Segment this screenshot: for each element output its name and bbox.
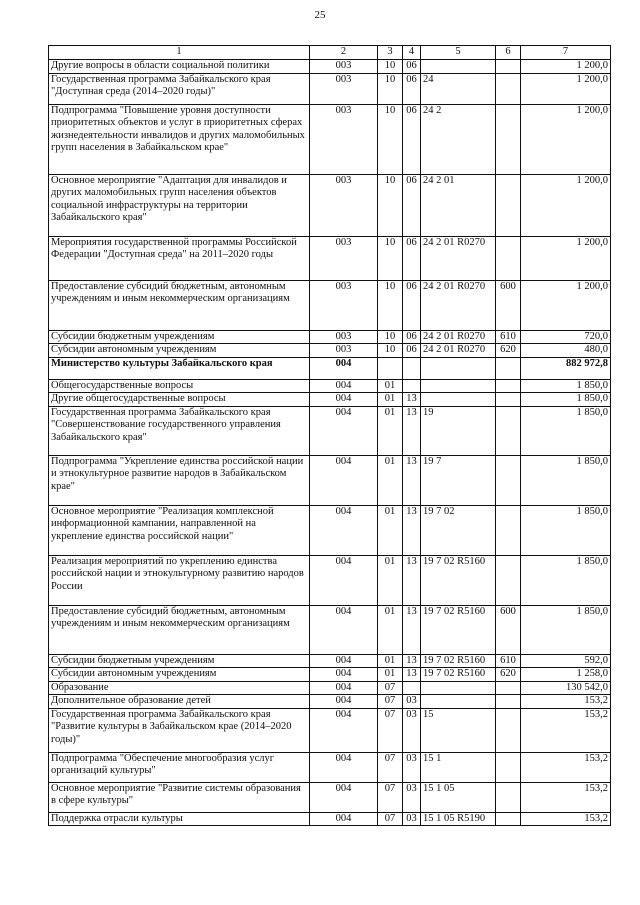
cell-subsection: 06 xyxy=(403,344,421,358)
header-col-3: 3 xyxy=(378,46,403,60)
cell-subsection: 06 xyxy=(403,73,421,104)
table-row xyxy=(49,782,611,812)
cell-section: 07 xyxy=(378,708,403,752)
cell-name: Министерство культуры Забайкальского края xyxy=(49,357,310,379)
cell-expense-type: 610 xyxy=(496,654,521,668)
cell-expense-type xyxy=(496,695,521,709)
cell-name: Субсидии бюджетным учреждениям xyxy=(49,330,310,344)
cell-target-article xyxy=(421,695,496,709)
cell-admin-code: 004 xyxy=(310,393,378,407)
cell-amount: 153,2 xyxy=(521,695,611,709)
cell-name: Предоставление субсидий бюджетным, автономным учреждениям и иным некоммерческим организациям xyxy=(49,280,310,330)
table-row xyxy=(49,280,611,330)
cell-expense-type: 610 xyxy=(496,330,521,344)
cell-amount: 1 850,0 xyxy=(521,555,611,605)
cell-name: Субсидии автономным учреждениям xyxy=(49,344,310,358)
cell-amount: 1 200,0 xyxy=(521,73,611,104)
cell-subsection: 03 xyxy=(403,708,421,752)
cell-subsection: 06 xyxy=(403,330,421,344)
cell-admin-code: 004 xyxy=(310,555,378,605)
table-row xyxy=(49,174,611,236)
cell-subsection: 06 xyxy=(403,236,421,280)
cell-expense-type: 600 xyxy=(496,605,521,654)
cell-target-article: 19 xyxy=(421,406,496,455)
cell-name: Основное мероприятие "Реализация комплексной информационной кампании, направленной на укрепление единства российской нации" xyxy=(49,505,310,555)
cell-admin-code: 003 xyxy=(310,60,378,74)
cell-target-article: 24 2 01 R0270 xyxy=(421,344,496,358)
cell-name: Образование xyxy=(49,681,310,695)
cell-name: Подпрограмма "Повышение уровня доступности приоритетных объектов и услуг в приоритетных сферах жизнедеятельности инвалидов и других маломобильных групп населения в Забайкальском крае" xyxy=(49,104,310,174)
cell-amount: 1 850,0 xyxy=(521,605,611,654)
table-row xyxy=(49,455,611,505)
cell-name: Другие вопросы в области социальной политики xyxy=(49,60,310,74)
table-row xyxy=(49,708,611,752)
cell-subsection: 13 xyxy=(403,505,421,555)
cell-subsection: 13 xyxy=(403,406,421,455)
cell-section: 01 xyxy=(378,605,403,654)
cell-section: 10 xyxy=(378,174,403,236)
cell-admin-code: 004 xyxy=(310,695,378,709)
cell-section: 07 xyxy=(378,695,403,709)
cell-target-article: 24 2 01 R0270 xyxy=(421,236,496,280)
page-number: 25 xyxy=(314,9,326,21)
cell-amount: 882 972,8 xyxy=(521,357,611,379)
cell-section: 07 xyxy=(378,812,403,826)
table-row xyxy=(49,393,611,407)
cell-amount: 1 200,0 xyxy=(521,280,611,330)
cell-subsection: 06 xyxy=(403,104,421,174)
cell-section: 07 xyxy=(378,782,403,812)
cell-name: Государственная программа Забайкальского края "Развитие культуры в Забайкальском крае (2014–2020 годы)" xyxy=(49,708,310,752)
table-row xyxy=(49,330,611,344)
cell-section: 01 xyxy=(378,393,403,407)
cell-expense-type xyxy=(496,406,521,455)
cell-admin-code: 003 xyxy=(310,104,378,174)
cell-expense-type xyxy=(496,236,521,280)
cell-target-article xyxy=(421,60,496,74)
cell-expense-type xyxy=(496,505,521,555)
header-col-7: 7 xyxy=(521,46,611,60)
table-row xyxy=(49,695,611,709)
cell-subsection: 03 xyxy=(403,695,421,709)
cell-name: Субсидии автономным учреждениям xyxy=(49,668,310,682)
cell-expense-type xyxy=(496,73,521,104)
cell-admin-code: 004 xyxy=(310,379,378,393)
cell-expense-type xyxy=(496,393,521,407)
cell-subsection: 13 xyxy=(403,393,421,407)
table-row xyxy=(49,406,611,455)
cell-subsection: 13 xyxy=(403,455,421,505)
cell-section: 01 xyxy=(378,668,403,682)
cell-expense-type xyxy=(496,555,521,605)
cell-expense-type: 620 xyxy=(496,668,521,682)
cell-expense-type: 600 xyxy=(496,280,521,330)
cell-name: Общегосударственные вопросы xyxy=(49,379,310,393)
cell-section: 01 xyxy=(378,455,403,505)
cell-section: 01 xyxy=(378,505,403,555)
table-row xyxy=(49,379,611,393)
cell-subsection: 03 xyxy=(403,782,421,812)
cell-name: Поддержка отрасли культуры xyxy=(49,812,310,826)
cell-amount: 1 850,0 xyxy=(521,455,611,505)
cell-target-article: 19 7 xyxy=(421,455,496,505)
cell-target-article: 19 7 02 R5160 xyxy=(421,668,496,682)
cell-amount: 153,2 xyxy=(521,782,611,812)
table-row xyxy=(49,104,611,174)
cell-expense-type xyxy=(496,455,521,505)
cell-section: 10 xyxy=(378,236,403,280)
cell-name: Субсидии бюджетным учреждениям xyxy=(49,654,310,668)
cell-section: 01 xyxy=(378,379,403,393)
cell-section: 10 xyxy=(378,60,403,74)
cell-expense-type xyxy=(496,782,521,812)
cell-admin-code: 003 xyxy=(310,174,378,236)
cell-admin-code: 004 xyxy=(310,752,378,782)
cell-target-article xyxy=(421,681,496,695)
cell-target-article: 24 2 01 R0270 xyxy=(421,330,496,344)
cell-amount: 1 850,0 xyxy=(521,406,611,455)
cell-admin-code: 004 xyxy=(310,406,378,455)
cell-subsection: 13 xyxy=(403,555,421,605)
cell-subsection: 06 xyxy=(403,280,421,330)
cell-name: Основное мероприятие "Развитие системы образования в сфере культуры" xyxy=(49,782,310,812)
cell-admin-code: 004 xyxy=(310,605,378,654)
cell-section: 10 xyxy=(378,330,403,344)
cell-amount: 720,0 xyxy=(521,330,611,344)
cell-name: Основное мероприятие "Адаптация для инвалидов и других маломобильных групп населения объектов социальной инфраструктуры на территории Забайкальского края" xyxy=(49,174,310,236)
cell-subsection xyxy=(403,379,421,393)
table-header-row xyxy=(49,46,611,60)
cell-target-article: 19 7 02 R5160 xyxy=(421,605,496,654)
cell-admin-code: 004 xyxy=(310,505,378,555)
cell-subsection: 06 xyxy=(403,174,421,236)
cell-expense-type xyxy=(496,752,521,782)
cell-expense-type xyxy=(496,681,521,695)
cell-name: Дополнительное образование детей xyxy=(49,695,310,709)
cell-subsection xyxy=(403,681,421,695)
cell-amount: 1 850,0 xyxy=(521,505,611,555)
cell-admin-code: 004 xyxy=(310,708,378,752)
cell-target-article: 19 7 02 R5160 xyxy=(421,654,496,668)
cell-amount: 153,2 xyxy=(521,812,611,826)
table-row xyxy=(49,654,611,668)
cell-expense-type xyxy=(496,379,521,393)
cell-name: Подпрограмма "Обеспечение многообразия услуг организаций культуры" xyxy=(49,752,310,782)
cell-amount: 130 542,0 xyxy=(521,681,611,695)
cell-section: 01 xyxy=(378,406,403,455)
cell-subsection: 13 xyxy=(403,668,421,682)
cell-amount: 1 258,0 xyxy=(521,668,611,682)
cell-target-article: 24 2 01 R0270 xyxy=(421,280,496,330)
table-row xyxy=(49,60,611,74)
cell-admin-code: 004 xyxy=(310,782,378,812)
header-col-1: 1 xyxy=(49,46,310,60)
cell-amount: 1 200,0 xyxy=(521,236,611,280)
cell-admin-code: 003 xyxy=(310,330,378,344)
table-row xyxy=(49,73,611,104)
cell-target-article: 15 1 05 R5190 xyxy=(421,812,496,826)
cell-subsection: 13 xyxy=(403,605,421,654)
cell-expense-type xyxy=(496,104,521,174)
table-row xyxy=(49,668,611,682)
cell-amount: 1 200,0 xyxy=(521,104,611,174)
cell-subsection: 13 xyxy=(403,654,421,668)
cell-expense-type xyxy=(496,708,521,752)
cell-name: Государственная программа Забайкальского края "Совершенствование государственного управления Забайкальского края" xyxy=(49,406,310,455)
cell-amount: 1 200,0 xyxy=(521,60,611,74)
cell-subsection xyxy=(403,357,421,379)
cell-section: 01 xyxy=(378,555,403,605)
cell-target-article xyxy=(421,379,496,393)
cell-expense-type xyxy=(496,812,521,826)
cell-section: 10 xyxy=(378,73,403,104)
budget-table xyxy=(48,45,611,826)
cell-subsection: 03 xyxy=(403,812,421,826)
cell-target-article: 19 7 02 xyxy=(421,505,496,555)
header-col-6: 6 xyxy=(496,46,521,60)
cell-name: Другие общегосударственные вопросы xyxy=(49,393,310,407)
cell-admin-code: 004 xyxy=(310,668,378,682)
cell-section: 07 xyxy=(378,752,403,782)
cell-section: 10 xyxy=(378,104,403,174)
cell-name: Мероприятия государственной программы Российской Федерации "Доступная среда" на 2011–2020 годы xyxy=(49,236,310,280)
cell-amount: 153,2 xyxy=(521,708,611,752)
table-row xyxy=(49,357,611,379)
cell-target-article: 15 xyxy=(421,708,496,752)
cell-expense-type xyxy=(496,357,521,379)
cell-target-article: 24 2 01 xyxy=(421,174,496,236)
cell-name: Государственная программа Забайкальского края "Доступная среда (2014–2020 годы)" xyxy=(49,73,310,104)
cell-target-article: 15 1 05 xyxy=(421,782,496,812)
table-row xyxy=(49,344,611,358)
header-col-5: 5 xyxy=(421,46,496,60)
cell-subsection: 06 xyxy=(403,60,421,74)
cell-admin-code: 004 xyxy=(310,455,378,505)
table-row xyxy=(49,752,611,782)
cell-name: Предоставление субсидий бюджетным, автономным учреждениям и иным некоммерческим организациям xyxy=(49,605,310,654)
cell-admin-code: 004 xyxy=(310,654,378,668)
cell-section: 01 xyxy=(378,654,403,668)
table-row xyxy=(49,555,611,605)
cell-expense-type xyxy=(496,60,521,74)
cell-admin-code: 004 xyxy=(310,681,378,695)
header-col-2: 2 xyxy=(310,46,378,60)
cell-amount: 480,0 xyxy=(521,344,611,358)
cell-section xyxy=(378,357,403,379)
cell-section: 07 xyxy=(378,681,403,695)
cell-admin-code: 003 xyxy=(310,280,378,330)
cell-target-article: 15 1 xyxy=(421,752,496,782)
cell-admin-code: 003 xyxy=(310,236,378,280)
cell-amount: 153,2 xyxy=(521,752,611,782)
cell-admin-code: 004 xyxy=(310,357,378,379)
cell-amount: 1 850,0 xyxy=(521,393,611,407)
cell-expense-type xyxy=(496,174,521,236)
cell-target-article: 19 7 02 R5160 xyxy=(421,555,496,605)
cell-target-article xyxy=(421,393,496,407)
cell-amount: 1 850,0 xyxy=(521,379,611,393)
cell-name: Подпрограмма "Укрепление единства российской нации и этнокультурное развитие народов в Забайкальском крае" xyxy=(49,455,310,505)
cell-target-article: 24 2 xyxy=(421,104,496,174)
cell-name: Реализация мероприятий по укреплению единства российской нации и этнокультурному развитию народов России xyxy=(49,555,310,605)
header-col-4: 4 xyxy=(403,46,421,60)
table-row xyxy=(49,681,611,695)
table-row xyxy=(49,605,611,654)
cell-subsection: 03 xyxy=(403,752,421,782)
cell-section: 10 xyxy=(378,280,403,330)
cell-admin-code: 004 xyxy=(310,812,378,826)
cell-amount: 592,0 xyxy=(521,654,611,668)
cell-admin-code: 003 xyxy=(310,73,378,104)
cell-target-article: 24 xyxy=(421,73,496,104)
table-row xyxy=(49,812,611,826)
cell-target-article xyxy=(421,357,496,379)
cell-admin-code: 003 xyxy=(310,344,378,358)
cell-amount: 1 200,0 xyxy=(521,174,611,236)
table-row xyxy=(49,505,611,555)
table-row xyxy=(49,236,611,280)
cell-expense-type: 620 xyxy=(496,344,521,358)
cell-section: 10 xyxy=(378,344,403,358)
